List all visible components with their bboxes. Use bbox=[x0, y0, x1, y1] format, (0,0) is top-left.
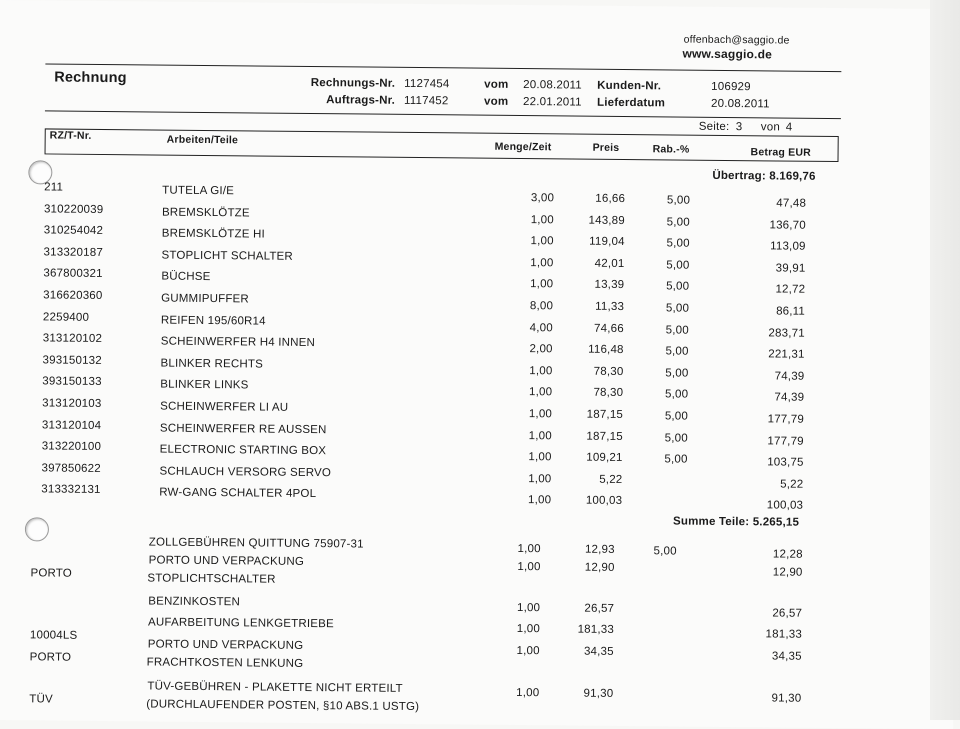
col-header-rz: RZ/T-Nr. bbox=[50, 129, 92, 141]
discount-percent: 5,00 bbox=[650, 216, 690, 228]
quantity: 4,00 bbox=[507, 321, 553, 333]
part-description: GUMMIPUFFER bbox=[161, 293, 249, 306]
unit-price: 78,30 bbox=[571, 365, 623, 377]
quantity: 1,00 bbox=[493, 687, 539, 699]
part-description: BREMSKLÖTZE HI bbox=[162, 228, 265, 241]
auftrags-nr-label: Auftrags-Nr. bbox=[299, 94, 395, 107]
unit-price: 5,22 bbox=[570, 473, 622, 485]
quantity: 3,00 bbox=[508, 192, 554, 204]
part-description: BREMSKLÖTZE bbox=[162, 206, 250, 219]
line-total: 113,09 bbox=[748, 240, 806, 253]
line-total: 39,91 bbox=[747, 262, 805, 275]
line-total: 181,33 bbox=[744, 628, 802, 641]
quantity: 1,00 bbox=[495, 561, 541, 573]
discount-percent: 5,00 bbox=[649, 281, 689, 293]
document-title: Rechnung bbox=[54, 70, 127, 87]
lieferdatum-label: Lieferdatum bbox=[597, 97, 665, 110]
position-code: TÜV bbox=[29, 693, 53, 705]
part-description: BLINKER LINKS bbox=[160, 379, 248, 392]
line-total: 74,39 bbox=[746, 370, 804, 383]
auftrag-vom-label: vom bbox=[484, 96, 508, 108]
part-description: REIFEN 195/60R14 bbox=[161, 314, 266, 327]
unit-price: 34,35 bbox=[562, 645, 614, 657]
part-description: BLINKER RECHTS bbox=[160, 357, 263, 370]
quantity: 1,00 bbox=[507, 278, 553, 290]
unit-price: 42,01 bbox=[572, 257, 624, 269]
line-total: 177,79 bbox=[746, 435, 804, 448]
quantity: 1,00 bbox=[494, 645, 540, 657]
unit-price: 143,89 bbox=[573, 214, 625, 226]
discount-percent: 5,00 bbox=[649, 302, 689, 314]
discount-percent: 5,00 bbox=[649, 345, 689, 357]
part-description: RW-GANG SCHALTER 4POL bbox=[159, 487, 316, 501]
part-description: TUTELA GI/E bbox=[162, 185, 234, 198]
unit-price: 119,04 bbox=[573, 236, 625, 248]
unit-price: 181,33 bbox=[562, 623, 614, 635]
line-total: 12,72 bbox=[747, 284, 805, 297]
line-total: 103,75 bbox=[746, 456, 804, 469]
table-header-box bbox=[45, 128, 839, 162]
header-mid-rule bbox=[45, 110, 841, 119]
discount-percent: 5,00 bbox=[650, 237, 690, 249]
position-code: PORTO bbox=[30, 651, 72, 663]
summe-teile: Summe Teile: 5.265,15 bbox=[673, 515, 799, 528]
seite-value: 3 bbox=[736, 121, 743, 133]
quantity: 1,00 bbox=[494, 623, 540, 635]
position-code: 10004LS bbox=[30, 629, 78, 641]
line-total: 283,71 bbox=[747, 327, 805, 340]
scan-edge bbox=[930, 0, 960, 720]
part-number: 397850622 bbox=[41, 462, 100, 475]
item-description: TÜV-GEBÜHREN - PLAKETTE NICHT ERTEILT bbox=[147, 680, 402, 694]
lieferdatum-value: 20.08.2011 bbox=[711, 98, 770, 111]
item-description: PORTO UND VERPACKUNG bbox=[148, 638, 304, 651]
quantity: 1,00 bbox=[506, 429, 552, 441]
discount-percent: 5,00 bbox=[648, 367, 688, 379]
line-total: 26,57 bbox=[744, 607, 802, 620]
quantity: 1,00 bbox=[494, 602, 540, 614]
item-description: BENZINKOSTEN bbox=[148, 595, 240, 608]
discount-percent: 5,00 bbox=[648, 432, 688, 444]
unit-price: 16,66 bbox=[573, 193, 625, 205]
punch-hole-bottom bbox=[25, 517, 49, 541]
part-number: 393150133 bbox=[42, 376, 101, 389]
part-number: 393150132 bbox=[42, 354, 101, 367]
part-number: 313332131 bbox=[41, 484, 100, 497]
quantity: 1,00 bbox=[505, 473, 551, 485]
discount-percent: 5,00 bbox=[648, 389, 688, 401]
seite-label: Seite: bbox=[699, 121, 730, 133]
rechnungs-nr-value: 1127454 bbox=[404, 78, 449, 90]
unit-price: 91,30 bbox=[561, 687, 613, 699]
line-total: 86,11 bbox=[747, 305, 805, 318]
unit-price: 187,15 bbox=[571, 409, 623, 421]
line-total: 74,39 bbox=[746, 392, 804, 405]
part-description: BÜCHSE bbox=[161, 271, 210, 283]
kunden-nr-label: Kunden-Nr. bbox=[597, 80, 661, 93]
discount-percent: 5,00 bbox=[649, 324, 689, 336]
unit-price: 26,57 bbox=[562, 602, 614, 614]
quantity: 1,00 bbox=[507, 257, 553, 269]
line-total: 12,28 bbox=[745, 548, 803, 561]
part-number: 313120104 bbox=[42, 419, 101, 432]
line-total: 47,48 bbox=[748, 197, 806, 210]
unit-price: 187,15 bbox=[571, 430, 623, 442]
part-number: 211 bbox=[44, 181, 63, 193]
unit-price: 78,30 bbox=[571, 387, 623, 399]
position-code: PORTO bbox=[30, 567, 72, 579]
discount-percent: 5,00 bbox=[637, 545, 677, 557]
extra-line-items bbox=[0, 0, 960, 9]
col-header-betrag: Betrag EUR bbox=[751, 146, 811, 159]
line-total: 5,22 bbox=[745, 478, 803, 491]
company-website: www.saggio.de bbox=[682, 47, 772, 62]
line-total: 100,03 bbox=[745, 500, 803, 513]
part-description: SCHEINWERFER RE AUSSEN bbox=[160, 422, 327, 436]
quantity: 8,00 bbox=[507, 300, 553, 312]
item-description-line2: FRACHTKOSTEN LENKUNG bbox=[147, 656, 304, 670]
part-number: 313120103 bbox=[42, 397, 101, 410]
quantity: 1,00 bbox=[495, 543, 541, 555]
auftrags-nr-value: 1117452 bbox=[404, 95, 449, 107]
line-total: 12,90 bbox=[744, 566, 802, 579]
header-top-rule bbox=[45, 63, 841, 72]
part-description: SCHLAUCH VERSORG SERVO bbox=[159, 465, 331, 479]
quantity: 1,00 bbox=[506, 451, 552, 463]
line-total: 136,70 bbox=[748, 219, 806, 232]
unit-price: 109,21 bbox=[571, 452, 623, 464]
quantity: 1,00 bbox=[506, 386, 552, 398]
item-description: ZOLLGEBÜHREN QUITTUNG 75907-31 bbox=[149, 536, 364, 550]
line-total: 34,35 bbox=[744, 650, 802, 663]
col-header-preis: Preis bbox=[593, 142, 620, 154]
part-description: SCHEINWERFER H4 INNEN bbox=[161, 336, 315, 349]
rechnungs-nr-label: Rechnungs-Nr. bbox=[299, 77, 395, 90]
line-total: 177,79 bbox=[746, 413, 804, 426]
line-total: 221,31 bbox=[747, 348, 805, 361]
part-description: SCHEINWERFER LI AU bbox=[160, 401, 288, 414]
discount-percent: 5,00 bbox=[648, 410, 688, 422]
part-number: 310254042 bbox=[44, 225, 103, 238]
unit-price: 13,39 bbox=[572, 279, 624, 291]
discount-percent: 5,00 bbox=[650, 194, 690, 206]
quantity: 1,00 bbox=[508, 213, 554, 225]
unit-price: 11,33 bbox=[572, 301, 624, 313]
col-header-menge: Menge/Zeit bbox=[495, 141, 552, 154]
unit-price: 12,93 bbox=[563, 543, 615, 555]
item-description-line2: (DURCHLAUFENDER POSTEN, §10 ABS.1 USTG) bbox=[146, 698, 419, 713]
item-description: AUFARBEITUNG LENKGETRIEBE bbox=[148, 616, 334, 630]
part-number: 2259400 bbox=[43, 311, 89, 323]
item-description-line2: STOPLICHTSCHALTER bbox=[147, 572, 275, 585]
quantity: 1,00 bbox=[506, 365, 552, 377]
item-description: PORTO UND VERPACKUNG bbox=[149, 554, 305, 567]
discount-percent: 5,00 bbox=[648, 453, 688, 465]
part-description: ELECTRONIC STARTING BOX bbox=[160, 444, 327, 458]
part-number: 316620360 bbox=[43, 289, 102, 302]
uebertrag: Übertrag: 8.169,76 bbox=[712, 170, 815, 183]
line-items bbox=[0, 0, 960, 9]
part-number: 310220039 bbox=[44, 203, 103, 216]
part-number: 313320187 bbox=[44, 246, 103, 259]
part-number: 367800321 bbox=[43, 268, 102, 281]
quantity: 1,00 bbox=[505, 494, 551, 506]
quantity: 2,00 bbox=[507, 343, 553, 355]
rechnung-date: 20.08.2011 bbox=[523, 79, 582, 92]
unit-price: 116,48 bbox=[572, 344, 624, 356]
von-value: 4 bbox=[786, 122, 793, 134]
line-total: 91,30 bbox=[743, 692, 801, 705]
rechnung-vom-label: vom bbox=[484, 79, 508, 91]
unit-price: 12,90 bbox=[563, 561, 615, 573]
kunden-nr-value: 106929 bbox=[711, 81, 751, 93]
quantity: 1,00 bbox=[506, 408, 552, 420]
unit-price: 100,03 bbox=[570, 495, 622, 507]
von-label: von bbox=[761, 121, 780, 133]
part-number: 313120102 bbox=[43, 333, 102, 346]
part-description: STOPLICHT SCHALTER bbox=[161, 249, 293, 262]
auftrags-date: 22.01.2011 bbox=[523, 96, 582, 109]
col-header-arbeiten: Arbeiten/Teile bbox=[167, 134, 239, 147]
company-email: offenbach@saggio.de bbox=[684, 34, 790, 47]
discount-percent: 5,00 bbox=[649, 259, 689, 271]
part-number: 313220100 bbox=[42, 441, 101, 454]
col-header-rab: Rab.-% bbox=[653, 143, 690, 155]
unit-price: 74,66 bbox=[572, 322, 624, 334]
quantity: 1,00 bbox=[508, 235, 554, 247]
